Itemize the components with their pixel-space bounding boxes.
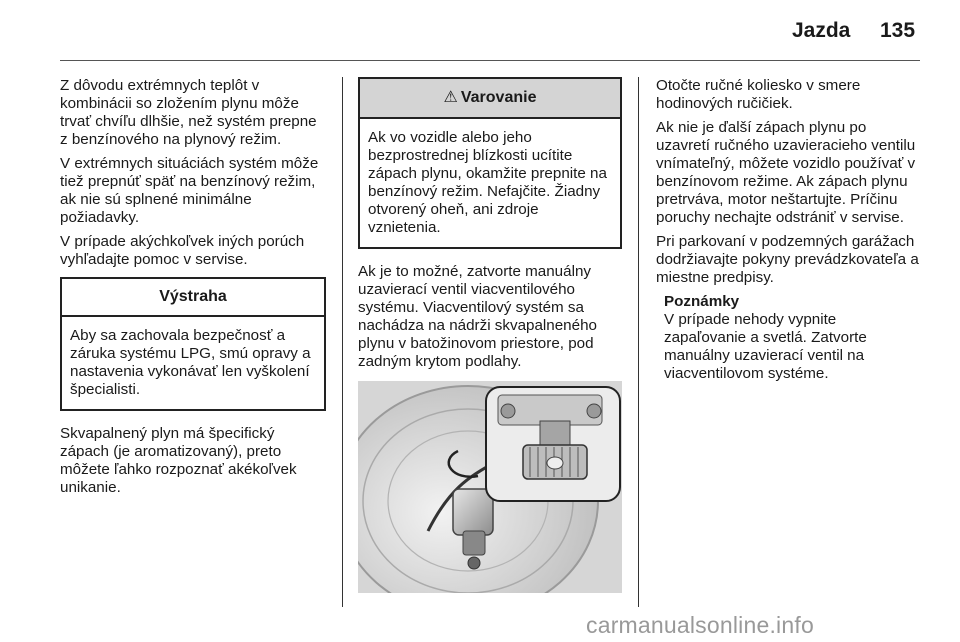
watermark: carmanualsonline.info	[586, 612, 814, 638]
column-right	[656, 77, 920, 383]
paragraph: Pri parkovaní v podzemných garážach dodržiavajte pokyny prevádzkovateľa a miestne predpisy.	[656, 233, 919, 286]
warning-title: Varovanie	[460, 89, 537, 106]
warning-box	[358, 77, 622, 249]
warning-triangle-icon: ⚠	[443, 89, 458, 106]
section-title: Jazda	[792, 19, 851, 42]
page-number: 135	[880, 19, 916, 42]
column-divider-left	[342, 77, 343, 607]
paragraph: Ak nie je ďalší zápach plynu po uzavretí ručného uzavieracieho ventilu vnímateľný, môžete vozidlo používať v benzínovom režime. Ak zápach plynu pretrváva, motor neštartujte. Príčinu poruchy nechajte odstrániť v servise.	[656, 119, 916, 226]
multivalve-illustration	[358, 381, 622, 593]
column-middle	[358, 77, 622, 593]
page-header	[0, 0, 960, 62]
header-rule	[60, 60, 920, 61]
paragraph: Z dôvodu extrémnych teplôt v kombinácii so zložením plynu môže trvať chvíľu dlhšie, než systém prepne z benzínového na plynový režim.	[60, 77, 317, 148]
note-block	[656, 293, 920, 383]
caution-title: Výstraha	[62, 279, 324, 317]
column-left	[60, 77, 326, 503]
warning-body: Ak vo vozidle alebo jeho bezprostrednej blízkosti ucítite zápach plynu, okamžite prepnite na benzínový režim. Nefajčite. Žiadny otvorený oheň, ani zdroje vznietenia.	[368, 129, 607, 236]
paragraph: Otočte ručné koliesko v smere hodinových ručičiek.	[656, 77, 861, 112]
paragraph: V prípade akýchkoľvek iných porúch vyhľadajte pomoc v servise.	[60, 233, 305, 268]
column-divider-right	[638, 77, 639, 607]
multivalve-drawing	[358, 381, 622, 593]
warning-header	[360, 79, 620, 119]
paragraph: Ak je to možné, zatvorte manuálny uzavierací ventil viacventilového systému. Viacventilový systém sa nachádza na nádrži skvapalneného plynu v batožinovom priestore, pod zadným krytom podlahy.	[358, 263, 597, 370]
note-title: Poznámky	[664, 293, 740, 310]
note-body: V prípade nehody vypnite zapaľovanie a svetlá. Zatvorte manuálny uzavierací ventil na viacventilovom systéme.	[664, 311, 867, 382]
paragraph: Skvapalnený plyn má špecifický zápach (je aromatizovaný), preto môžete ľahko rozpoznať akékoľvek unikanie.	[60, 425, 297, 496]
caution-body: Aby sa zachovala bezpečnosť a záruka systému LPG, smú opravy a nastavenia vykonávať len vyškolení špecialisti.	[70, 327, 311, 398]
caution-box	[60, 277, 326, 411]
paragraph: V extrémnych situáciách systém môže tiež prepnúť späť na benzínový režim, ak nie sú splnené minimálne požiadavky.	[60, 155, 319, 226]
